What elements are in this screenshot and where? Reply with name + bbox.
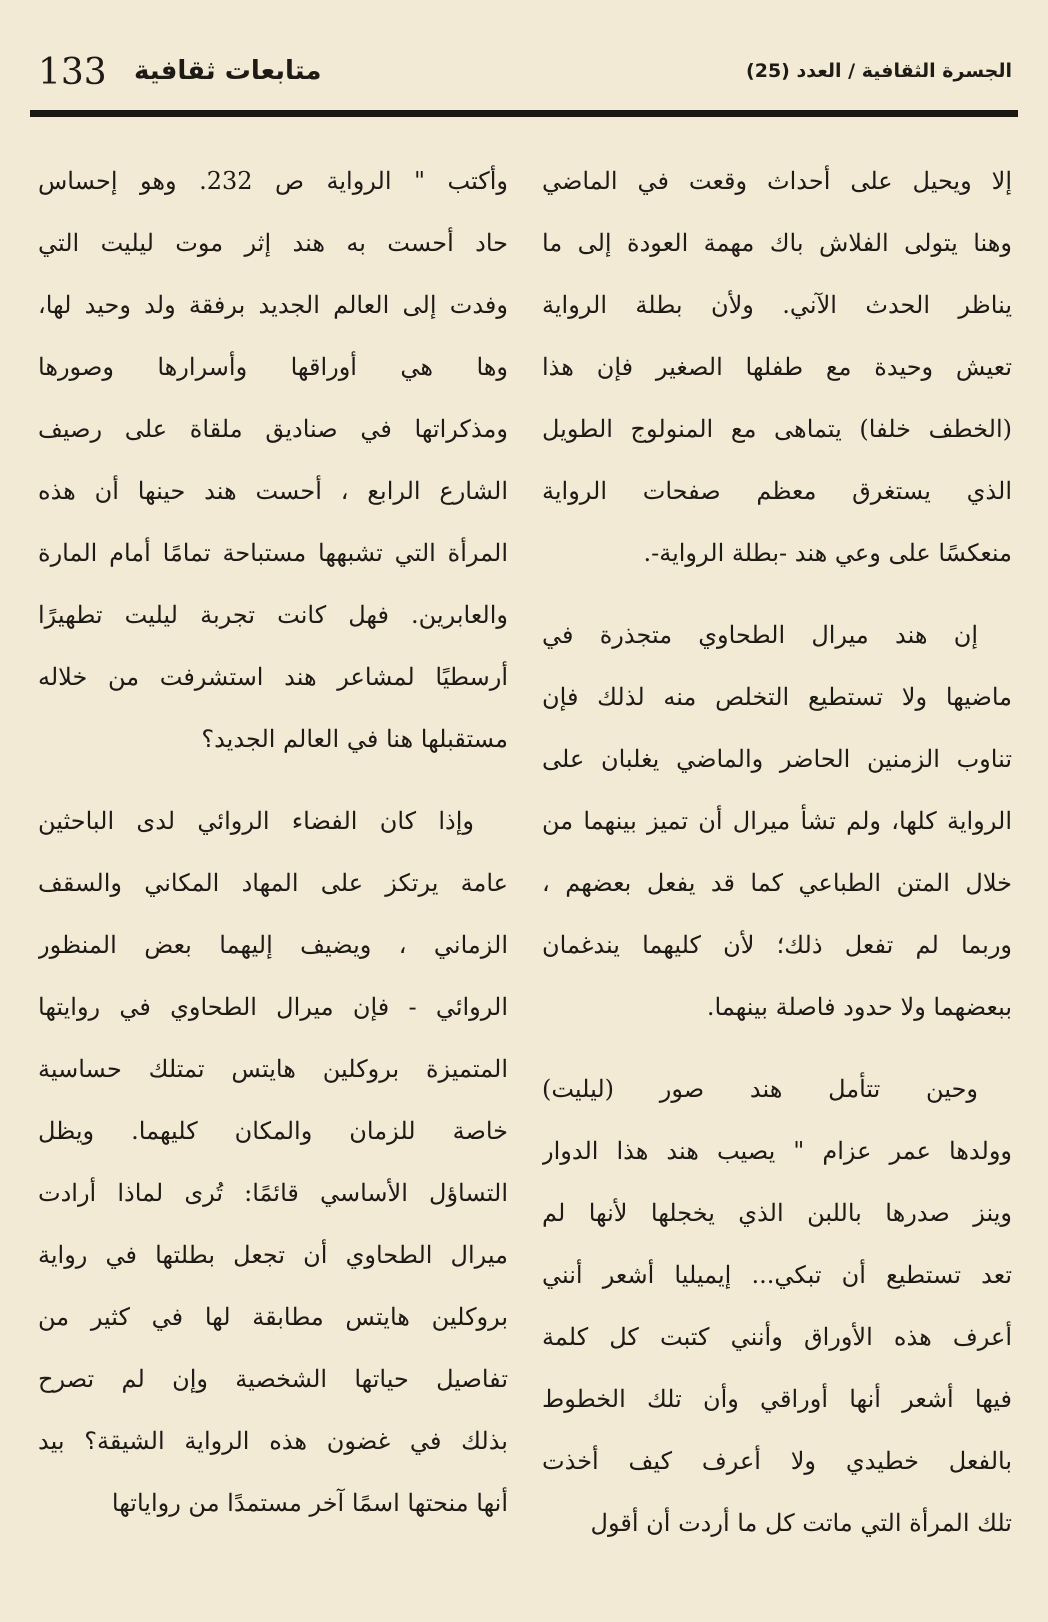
- text-line: وإذا كان الفضاء الروائي لدى الباحثين: [38, 807, 474, 835]
- journal-title: الجسرة الثقافية / العدد (25): [746, 60, 1012, 82]
- text-line: تناوب الزمنين الحاضر والماضي يغلبان على: [542, 745, 1012, 773]
- text-line: إلا ويحيل على أحداث وقعت في الماضي: [542, 167, 1012, 195]
- text-line: تعيش وحيدة مع طفلها الصغير فإن هذا: [542, 353, 1012, 381]
- text-line: إن هند ميرال الطحاوي متجذرة في: [542, 621, 978, 649]
- text-line: وولدها عمر عزام " يصيب هند هذا الدوار: [542, 1137, 1012, 1165]
- text-line: ماضيها ولا تستطيع التخلص منه لذلك فإن: [542, 683, 1012, 711]
- text-line: المتميزة بروكلين هايتس تمتلك حساسية: [38, 1055, 508, 1083]
- text-line: أرسطيًا لمشاعر هند استشرفت من خلاله: [38, 663, 508, 691]
- text-line: الروائي - فإن ميرال الطحاوي في روايتها: [38, 993, 508, 1021]
- text-line: والعابرين. فهل كانت تجربة ليليت تطهيرًا: [38, 601, 508, 629]
- text-line: ميرال الطحاوي أن تجعل بطلتها في رواية: [38, 1241, 508, 1269]
- text-line: وينز صدرها باللبن الذي يخجلها لأنها لم: [542, 1199, 1012, 1227]
- text-line: التساؤل الأساسي قائمًا: تُرى لماذا أرادت: [38, 1179, 508, 1207]
- text-line: وأكتب " الرواية ص 232. وهو إحساس: [38, 167, 508, 195]
- text-line: أعرف هذه الأوراق وأنني كتبت كل كلمة: [542, 1323, 1012, 1351]
- header-rule: [30, 110, 1018, 117]
- right-text-column: [542, 150, 1012, 1574]
- text-line: الذي يستغرق معظم صفحات الرواية: [542, 477, 1012, 505]
- text-line: وربما لم تفعل ذلك؛ لأن كليهما يندغمان: [542, 931, 1012, 959]
- text-line: ببعضهما ولا حدود فاصلة بينهما.: [706, 993, 1012, 1021]
- text-line: بذلك في غضون هذه الرواية الشيقة؟ بيد: [38, 1427, 508, 1455]
- paragraph: [38, 150, 508, 770]
- text-line: بروكلين هايتس مطابقة لها في كثير من: [38, 1303, 508, 1331]
- text-line: عامة يرتكز على المهاد المكاني والسقف: [38, 869, 508, 897]
- text-line: وها هي أوراقها وأسرارها وصورها: [38, 353, 508, 381]
- page-header: [30, 48, 1018, 98]
- text-line: ومذكراتها في صناديق ملقاة على رصيف: [38, 415, 508, 443]
- text-line: أنها منحتها اسمًا آخر مستمدًا من رواياتها: [111, 1489, 508, 1517]
- text-line: تعد تستطيع أن تبكي... إيميليا أشعر أنني: [542, 1261, 1012, 1289]
- section-title: متابعات ثقافية: [134, 56, 322, 86]
- text-line: وهنا يتولى الفلاش باك مهمة العودة إلى ما: [542, 229, 1012, 257]
- text-line: يناظر الحدث الآني. ولأن بطلة الرواية: [542, 291, 1012, 319]
- text-line: مستقبلها هنا في العالم الجديد؟: [201, 725, 508, 753]
- paragraph: [542, 1058, 1012, 1554]
- text-line: خلال المتن الطباعي كما قد يفعل بعضهم ،: [542, 869, 1012, 897]
- text-line: تفاصيل حياتها الشخصية وإن لم تصرح: [38, 1365, 508, 1393]
- text-line: وحين تتأمل هند صور (ليليت): [542, 1075, 978, 1103]
- text-line: تلك المرأة التي ماتت كل ما أردت أن أقول: [590, 1509, 1012, 1537]
- text-line: خاصة للزمان والمكان كليهما. ويظل: [38, 1117, 508, 1145]
- text-line: حاد أحست به هند إثر موت ليليت التي: [38, 229, 508, 257]
- paragraph: [542, 604, 1012, 1038]
- text-line: المرأة التي تشبهها مستباحة تمامًا أمام المارة: [38, 539, 508, 567]
- page-number: 133: [38, 52, 107, 93]
- text-line: (الخطف خلفا) يتماهى مع المنولوج الطويل: [542, 415, 1012, 443]
- text-line: الزماني ، ويضيف إليهما بعض المنظور: [38, 931, 508, 959]
- left-text-column: [38, 150, 508, 1554]
- text-line: وفدت إلى العالم الجديد برفقة ولد وحيد لها،: [38, 291, 508, 319]
- text-line: بالفعل خطيدي ولا أعرف كيف أخذت: [542, 1447, 1012, 1475]
- paragraph: [38, 790, 508, 1534]
- text-line: الشارع الرابع ، أحست هند حينها أن هذه: [38, 477, 508, 505]
- text-line: منعكسًا على وعي هند -بطلة الرواية-.: [643, 539, 1012, 567]
- text-line: فيها أشعر أنها أوراقي وأن تلك الخطوط: [542, 1385, 1012, 1413]
- paragraph: [542, 150, 1012, 584]
- text-line: الرواية كلها، ولم تشأ ميرال أن تميز بينهما من: [542, 807, 1012, 835]
